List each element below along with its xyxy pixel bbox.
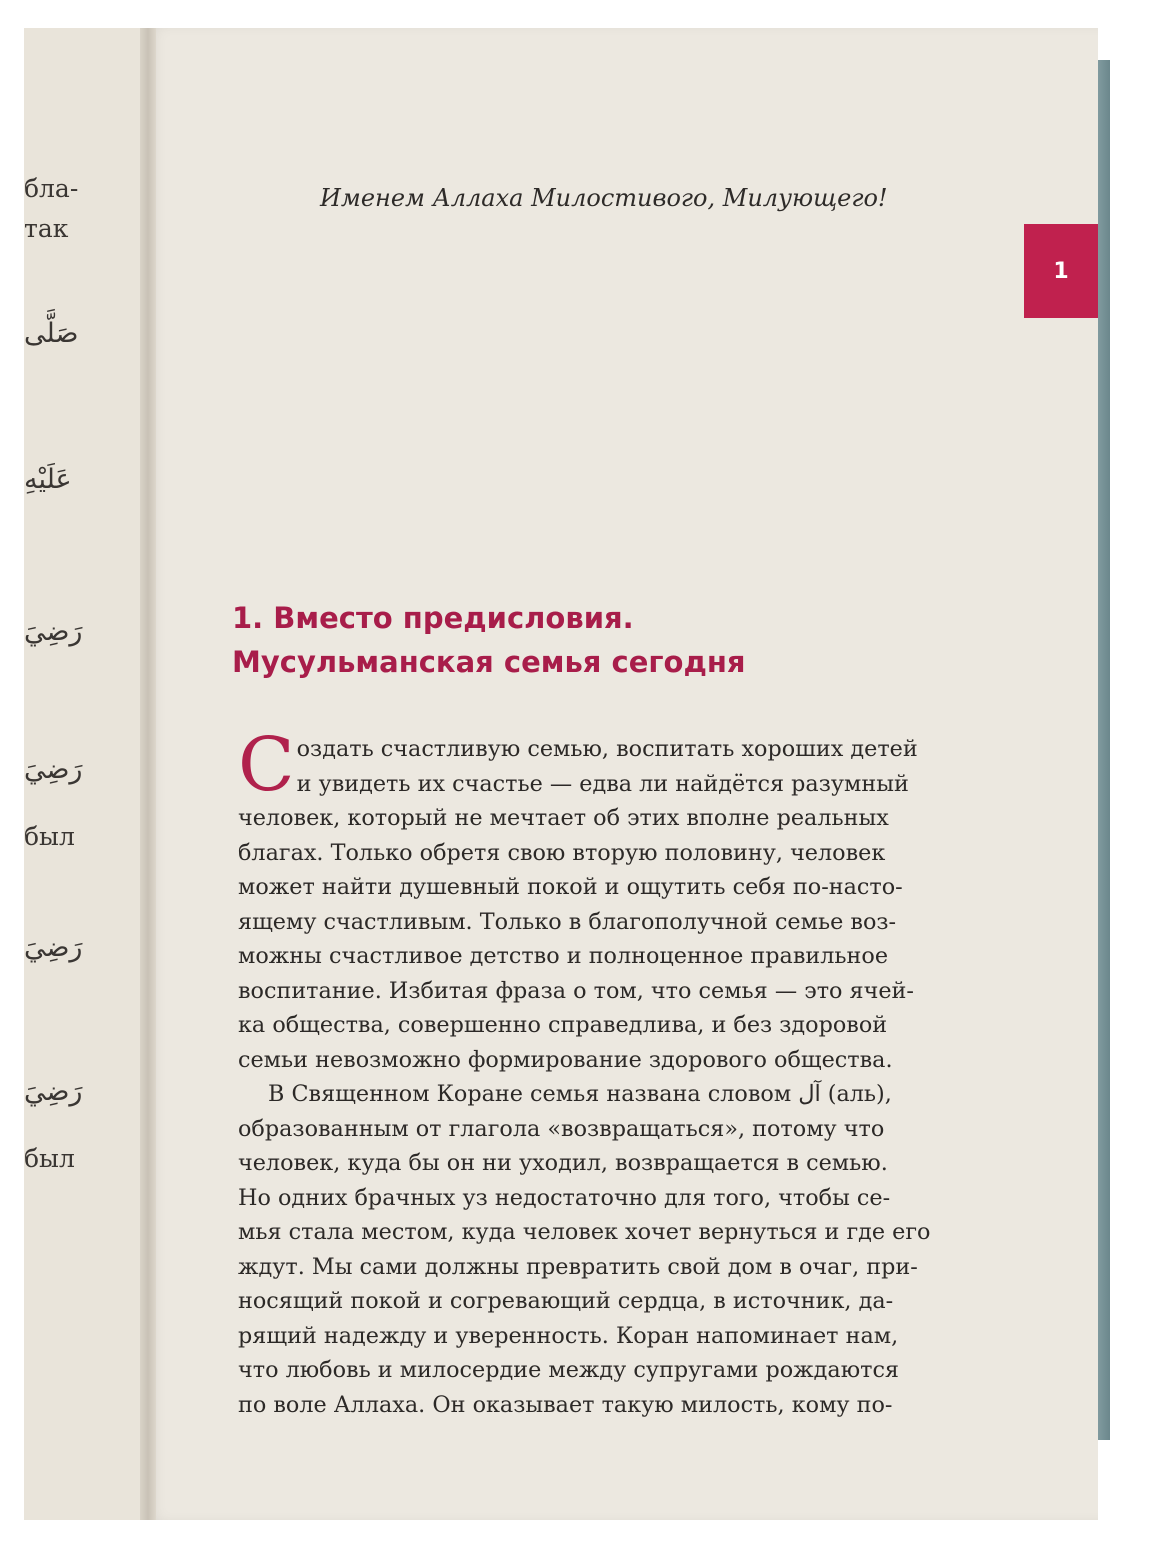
- running-header: Именем Аллаха Милостивого, Милующего!: [320, 184, 888, 212]
- body-line: можны счастливое детство и полноценное правильное: [238, 943, 889, 969]
- chapter-heading: [232, 596, 932, 684]
- left-arabic-fragment: عَلَيْهِ: [24, 464, 72, 495]
- left-arabic-fragment: رَضِيَ: [24, 932, 83, 963]
- chapter-number: 1: [1053, 258, 1069, 284]
- left-fragment: бла-: [24, 174, 79, 203]
- body-line: и увидеть их счастье — едва ли найдётся разумный: [296, 770, 909, 797]
- body-line: что любовь и милосердие между супругами рождаются: [238, 1357, 900, 1383]
- drop-cap: С: [238, 722, 295, 808]
- body-line: ка общества, совершенно справедлива, и без здоровой: [238, 1012, 888, 1038]
- chapter-title-line-1: 1. Вместо предисловия.: [232, 601, 634, 635]
- chapter-number-tab: [1024, 224, 1098, 318]
- body-line: семьи невозможно формирование здорового общества.: [238, 1046, 893, 1073]
- body-line: носящий покой и согревающий сердца, в источник, да-: [238, 1288, 894, 1314]
- body-line: человек, куда бы он ни уходил, возвращается в семью.: [238, 1150, 888, 1176]
- body-line: образованным от глагола «возвращаться», потому что: [238, 1115, 885, 1142]
- left-arabic-fragment: رَضِيَ: [24, 1076, 83, 1107]
- left-arabic-fragment: رَضِيَ: [24, 616, 83, 647]
- body-line: оздать счастливую семью, воспитать хороших детей: [296, 736, 918, 762]
- left-fragment: был: [24, 822, 75, 851]
- body-line: рящий надежду и уверенность. Коран напоминает нам,: [238, 1322, 899, 1349]
- body-line: благах. Только обретя свою вторую половину, человек: [238, 839, 886, 866]
- body-line: ждут. Мы сами должны превратить свой дом в очаг, при-: [238, 1253, 918, 1280]
- body-line: В Священном Коране семья названа словом آل (аль),: [268, 1081, 892, 1107]
- left-arabic-fragment: رَضِيَ: [24, 754, 83, 785]
- body-line: Но одних брачных уз недостаточно для того, чтобы се-: [238, 1184, 891, 1211]
- body-line: человек, который не мечтает об этих вполне реальных: [238, 805, 889, 831]
- chapter-title-line-2: Мусульманская семья сегодня: [232, 645, 746, 679]
- body-line: воспитание. Избитая фраза о том, что семья — это ячей-: [238, 977, 914, 1004]
- body-text: [238, 722, 996, 1422]
- book-gutter: [140, 28, 156, 1520]
- left-arabic-fragment: صَلَّى: [24, 318, 79, 349]
- left-page: [24, 28, 152, 1520]
- body-line: мья стала местом, куда человек хочет вернуться и где его: [238, 1219, 931, 1245]
- left-fragment: так: [24, 214, 69, 243]
- body-line: по воле Аллаха. Он оказывает такую милость, кому по-: [238, 1391, 893, 1418]
- body-line: ящему счастливым. Только в благополучной семье воз-: [238, 908, 897, 935]
- left-fragment: был: [24, 1144, 75, 1173]
- body-line: может найти душевный покой и ощутить себя по-насто-: [238, 874, 903, 900]
